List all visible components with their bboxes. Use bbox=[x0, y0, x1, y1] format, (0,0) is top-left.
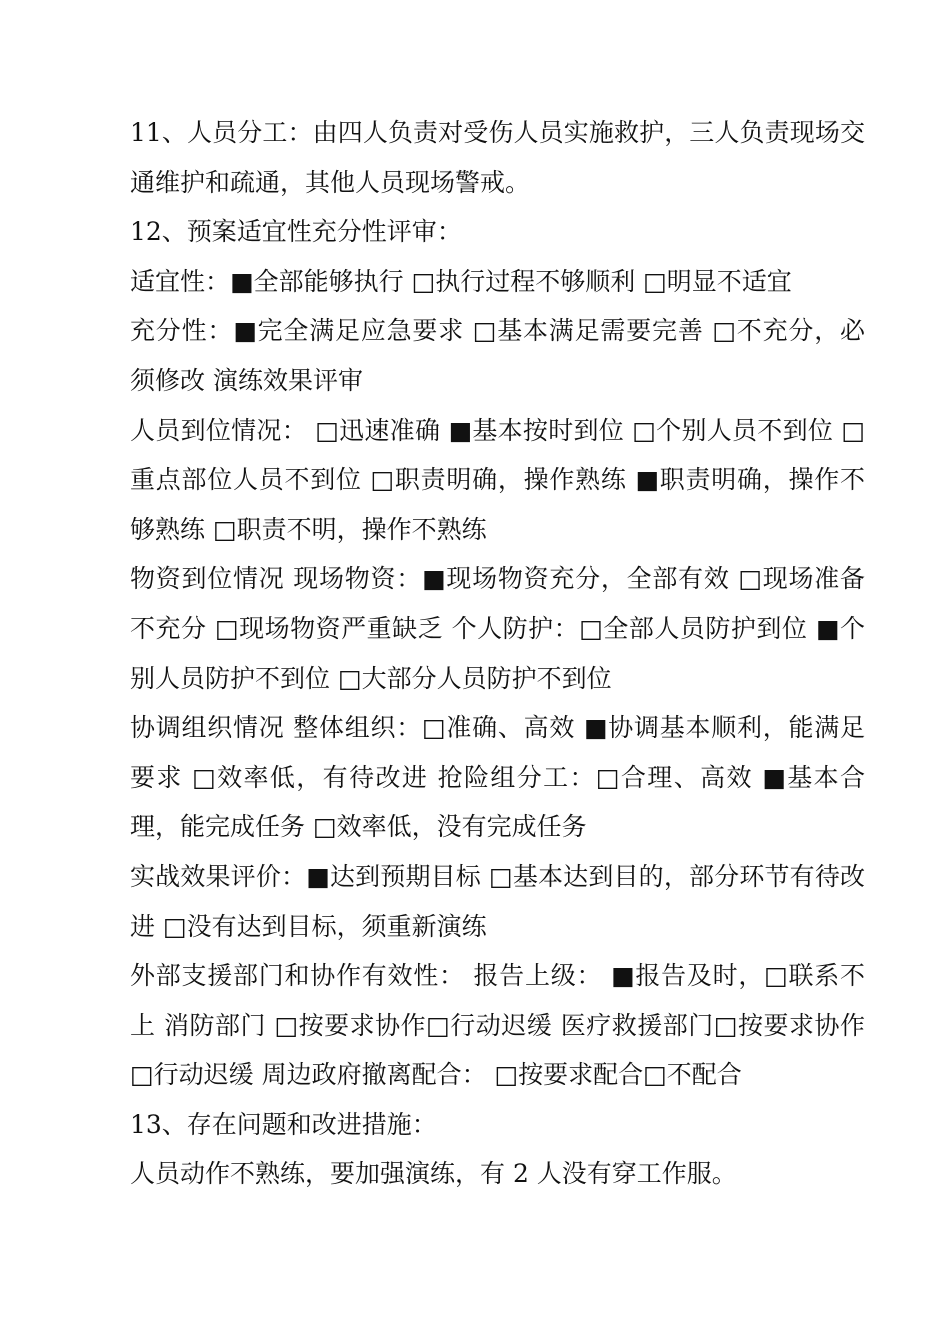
paragraph-suitability: 适宜性：■全部能够执行 □执行过程不够顺利 □明显不适宜 bbox=[130, 266, 792, 296]
document-body bbox=[130, 108, 865, 1199]
paragraph-plan-review-heading: 12、预案适宜性充分性评审： bbox=[130, 217, 462, 247]
paragraph-personnel-arrival: 人员到位情况： □迅速准确 ■基本按时到位 □个别人员不到位 □重点部位人员不到位 □职责明确，操作熟练 ■职责明确，操作不够熟练 □职责不明，操作不熟练 bbox=[130, 415, 865, 544]
paragraph-staff-division: 11、人员分工：由四人负责对受伤人员实施救护，三人负责现场交通维护和疏通，其他人员现场警戒。 bbox=[130, 118, 865, 197]
paragraph-external-support: 外部支援部门和协作有效性： 报告上级： ■报告及时，□联系不上 消防部门 □按要求协作□行动迟缓 医疗救援部门□按要求协作□行动迟缓 周边政府撤离配合： □按要求配合□不配合 bbox=[130, 961, 865, 1090]
paragraph-coordination: 协调组织情况 整体组织：□准确、高效 ■协调基本顺利，能满足要求 □效率低，有待改进 抢险组分工：□合理、高效 ■基本合理，能完成任务 □效率低，没有完成任务 bbox=[130, 713, 865, 842]
paragraph-combat-effect: 实战效果评价：■达到预期目标 □基本达到目的，部分环节有待改进 □没有达到目标，须重新演练 bbox=[130, 861, 865, 941]
paragraph-sufficiency: 充分性：■完全满足应急要求 □基本满足需要完善 □不充分，必须修改 演练效果评审 bbox=[130, 316, 865, 395]
paragraph-problems-detail: 人员动作不熟练，要加强演练，有 2 人没有穿工作服。 bbox=[130, 1159, 737, 1189]
paragraph-materials-arrival: 物资到位情况 现场物资：■现场物资充分，全部有效 □现场准备不充分 □现场物资严重缺乏 个人防护：□全部人员防护到位 ■个别人员防护不到位 □大部分人员防护不到位 bbox=[130, 564, 865, 693]
paragraph-problems-heading: 13、存在问题和改进措施： bbox=[130, 1109, 437, 1139]
